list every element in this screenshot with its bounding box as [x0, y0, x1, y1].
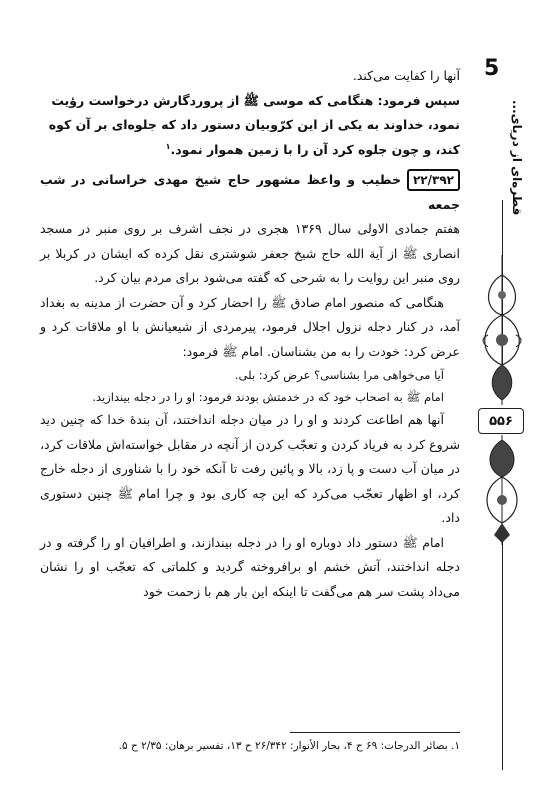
paragraph: هنگامی که منصور امام صادق ﷺ را احضار کرد و آن حضرت از مدینه به بغداد آمد، در کنار دجله نزول اجلال فرمود، پیرمردی از شیعیانش با او ملاقات کرد و عرض کرد: خودت را به من بشناسان. امام ﷺ فرمود: — [40, 294, 460, 359]
footnote-marker: ۱ — [165, 141, 171, 151]
hadith-number-badge: ۲۲/۳۹۲ — [407, 169, 460, 191]
hadith-heading — [40, 168, 460, 217]
margin-decoration — [474, 40, 534, 780]
page-number-box: ۵۵۶ — [478, 408, 524, 434]
quote-line: آیا می‌خواهی مرا بشناسی؟ عرض کرد: بلی. — [234, 368, 444, 382]
footnote-rule — [290, 732, 460, 733]
main-text — [40, 64, 460, 604]
text-line-content: کند، و چون جلوه کرد آن را با زمین هموار نمود. — [170, 141, 460, 157]
hadith-heading-text: خطیب و واعظ مشهور حاج شیخ مهدی خراسانی در شب جمعه — [40, 172, 460, 212]
series-number: 5 — [484, 56, 500, 81]
paragraph: امام ﷺ دستور داد دوباره او را در دجله بیندازند، و اطرافیان او را گرفته و در دجله انداختند، آتش خشم او برافروخته گردید و کلماتی که تعجّب او را نشان می‌داد پشت سر هم می‌گفت تا اینکه این بار هم با زحمت خود — [40, 534, 460, 599]
text-line: سپس فرمود: هنگامی که موسی ﷺ از پروردگارش درخواست رؤیت — [51, 92, 460, 108]
margin-line — [502, 540, 503, 770]
text-line: نمود، خداوند به یکی از این کرّوبیان دستور داد که جلوه‌ای بر آن کوه — [48, 117, 460, 132]
paragraph: آنها هم اطاعت کردند و او را در میان دجله انداختند، آن بندهٔ خدا که چنین دید شروع کرد به فریاد کردن و تعجّب کردن از آنچه در مقابل خواسته‌اش ملاقات کرد، در میان آب دست و پا زد، بالا و پائین رفت تا آنکه خود را با شناوری از دجله خارج کرد، او اظهار تعجّب می‌کرد که این چه کاری بود و چرا امام ﷺ چنین دستوری داد. — [40, 412, 460, 525]
floral-ornament-icon — [474, 255, 530, 405]
text-line — [40, 138, 460, 163]
text-line: آنها را کفایت می‌کند. — [352, 68, 460, 83]
series-title: قطره‌ای از دریای... — [510, 100, 524, 216]
footnote: ۱. بصائر الدرجات: ۶۹ ح ۴، بحار الأنوار: ۲۶/۳۴۲ ح ۱۳، تفسیر برهان: ۲/۳۵ ح ۵. — [118, 740, 460, 752]
quote-line: امام ﷺ به اصحاب خود که در خدمتش بودند فرمود: او را در دجله بیندازید. — [92, 390, 444, 404]
floral-ornament-icon — [474, 435, 530, 545]
paragraph: هفتم جمادی الاولی سال ۱۳۶۹ هجری در نجف اشرف بر روی منبر در مسجد انصاری ﷺ از آیة الله حاج شیخ جعفر شوشتری نقل کرده که ایشان در کربلا بر روی منبر این روایت را به شرحی که گفته می‌شود برای مردم بیان کرد. — [40, 221, 460, 285]
